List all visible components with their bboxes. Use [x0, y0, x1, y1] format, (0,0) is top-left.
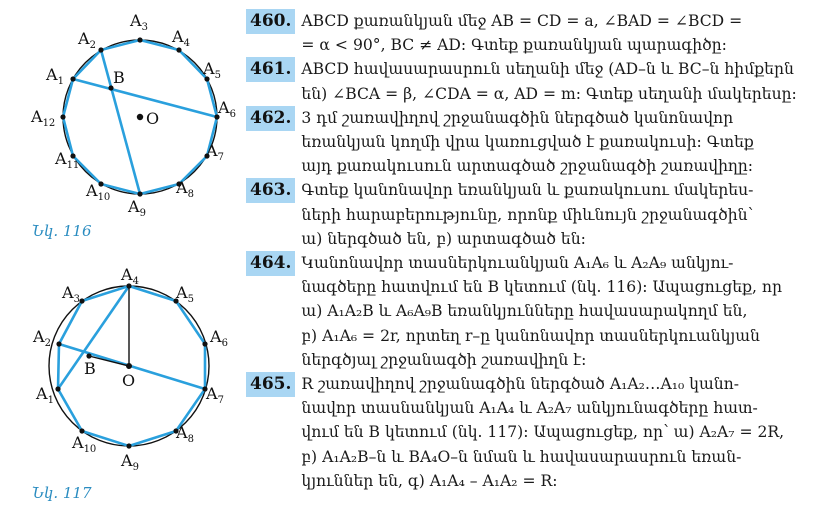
problem-text-line: բ) A₁A₆ = 2r, որտեղ r–ը կանոնավոր տասներկուանկյան — [301, 326, 760, 345]
label-a10: $A_{10}$ — [86, 181, 111, 203]
problem-text — [301, 372, 808, 493]
problem-item — [246, 106, 808, 179]
label-a9: $A_9$ — [128, 197, 146, 219]
problem-number: 464. — [246, 251, 295, 276]
problem-text-line: են) ∠BCA = β, ∠CDA = α, AD = m: Գտեք սեղանի մակերեսը: — [301, 84, 797, 103]
problem-text — [301, 106, 808, 179]
problem-text-line: ա) A₁A₂B և A₆A₉B եռանկյունները հավասարակողմ են, — [301, 302, 748, 321]
problem-number: 461. — [246, 57, 295, 82]
problem-text-line: այդ քառակուսուն արտագծած շրջանագծի շառավիղը: — [301, 157, 754, 176]
label-a3: $A_3$ — [130, 11, 148, 33]
problem-text — [301, 57, 808, 105]
label-a2: $A_2$ — [33, 327, 51, 349]
problem-text-line: բ) A₁A₂B–ն և BA₄O–ն նման և հավասարասրուն եռան- — [301, 447, 742, 466]
problem-list — [246, 9, 808, 493]
problem-text-line: կյուններ են, գ) A₁A₄ – A₁A₂ = R: — [301, 471, 558, 490]
diagonal-a1a6 — [73, 79, 217, 117]
problem-item — [246, 372, 808, 493]
problem-text-line: ABCD հավասարասրուն սեղանի մեջ (AD–ն և BC–ն հիմքերն — [301, 60, 794, 79]
problem-number: 460. — [246, 9, 295, 34]
label-a5: $A_5$ — [176, 283, 194, 305]
label-a5: $A_5$ — [203, 59, 221, 81]
label-a3: $A_3$ — [62, 283, 80, 305]
label-o: O — [122, 371, 136, 390]
label-a10: $A_{10}$ — [72, 433, 97, 455]
figure-117-diagram — [0, 262, 245, 522]
problem-text — [301, 9, 808, 57]
problem-text — [301, 178, 808, 251]
label-a8: $A_8$ — [176, 423, 194, 445]
figure-caption: Նկ. 117 — [32, 484, 92, 502]
problem-text-line: նագծերը հատվում են B կետում (նկ. 116): Ապացուցեք, որ — [301, 278, 783, 297]
label-a2: $A_2$ — [78, 29, 96, 51]
problem-item — [246, 178, 808, 251]
problem-text-line: Կանոնավոր տասներկուանկյան A₁A₆ և A₂A₉ անկյու- — [301, 254, 734, 273]
figure-caption: Նկ. 116 — [32, 222, 92, 240]
problem-text-line: ա) ներգծած են, բ) արտագծած են: — [301, 229, 586, 248]
problem-text — [301, 251, 808, 372]
label-a11: $A_{11}$ — [55, 149, 80, 171]
problem-item — [246, 9, 808, 57]
figure-117 — [0, 262, 245, 522]
label-a6: $A_6$ — [210, 327, 228, 349]
label-a7: $A_7$ — [206, 384, 224, 406]
vertex-dots — [60, 37, 219, 196]
label-a1: $A_1$ — [46, 65, 64, 87]
problem-text-line: եռանկյան կողմի վրա կառուցված է քառակուսի: Գտեք — [301, 133, 754, 152]
problem-text-line: = α < 90°, BC ≠ AD: Գտեք քառանկյան պարագիծը: — [301, 36, 727, 55]
problem-text-line: 3 դմ շառավիղով շրջանագծին ներգծած կանոնավոր — [301, 108, 734, 127]
problem-text-line: R շառավիղով շրջանագծին ներգծած A₁A₂…A₁₀ կանո- — [301, 375, 740, 394]
label-a8: $A_8$ — [176, 178, 194, 200]
problem-text-line: ների հարաբերությունը, որոնք միևնույն շրջանագծին՝ — [301, 205, 754, 224]
problem-text-line: ներգծյալ շրջանագծի շառավիղն է: — [301, 350, 587, 369]
problem-text-line: վում են B կետում (նկ. 117): Ապացուցեք, որ՝ ա) A₂A₇ = 2R, — [301, 423, 785, 442]
problem-item — [246, 251, 808, 372]
label-a6: $A_6$ — [218, 98, 236, 120]
problem-text-line: նավոր տասնանկյան A₁A₄ և A₂A₇ անկյունագծերը հատ- — [301, 399, 758, 418]
problem-text-line: Գտեք կանոնավոր եռանկյան և քառակուսու մակերես- — [301, 181, 754, 200]
label-a9: $A_9$ — [121, 451, 139, 473]
label-a4: $A_4$ — [121, 265, 139, 287]
problem-text-line: ABCD քառանկյան մեջ AB = CD = a, ∠BAD = ∠BCD = — [301, 12, 743, 30]
problem-number: 465. — [246, 372, 295, 397]
figure-116 — [0, 0, 245, 250]
problem-number: 463. — [246, 178, 295, 203]
label-b: B — [84, 359, 96, 378]
label-a4: $A_4$ — [172, 27, 190, 49]
label-b: B — [113, 68, 125, 87]
label-a12: $A_{12}$ — [31, 107, 56, 129]
label-a1: $A_1$ — [36, 384, 54, 406]
label-o: O — [146, 109, 160, 128]
figure-116-diagram — [0, 0, 245, 250]
problem-number: 462. — [246, 106, 295, 131]
label-a7: $A_7$ — [206, 141, 224, 163]
problem-item — [246, 57, 808, 105]
